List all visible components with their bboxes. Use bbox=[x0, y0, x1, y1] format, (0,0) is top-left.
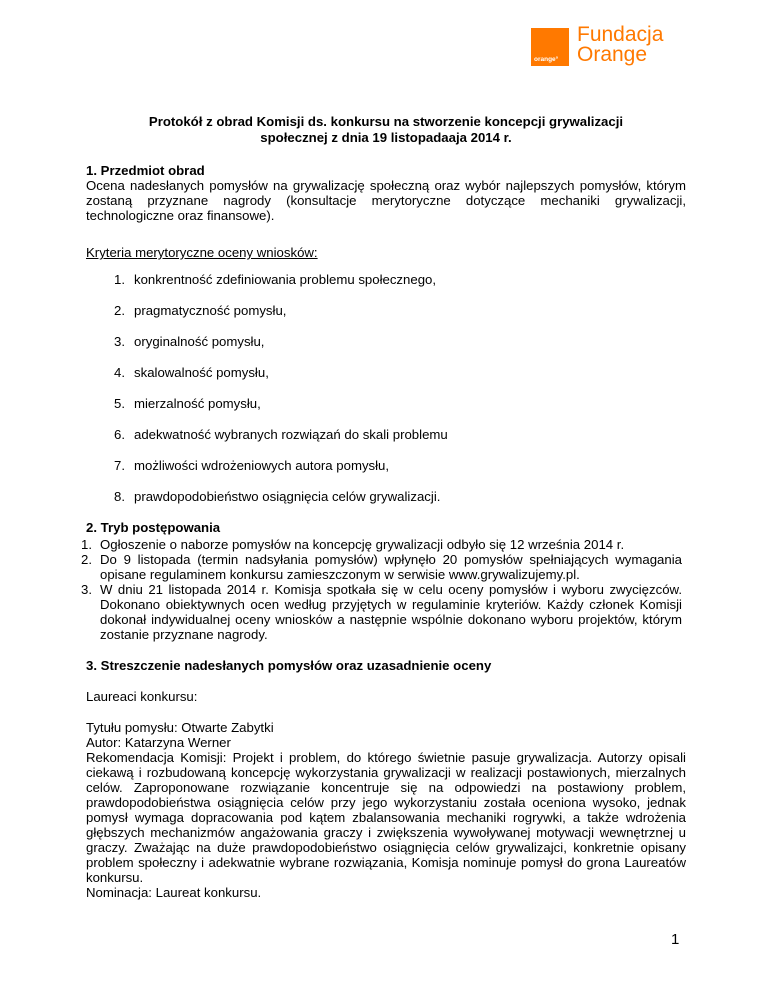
criteria-num: 7. bbox=[114, 458, 125, 473]
logo-wordmark bbox=[577, 25, 663, 66]
procedure-list bbox=[81, 537, 686, 642]
criteria-text: mierzalność pomysłu, bbox=[134, 396, 261, 411]
criteria-text: pragmatyczność pomysłu, bbox=[134, 303, 287, 318]
document-title bbox=[86, 114, 686, 146]
nomination: Nominacja: Laureat konkursu. bbox=[86, 885, 262, 900]
criteria-item bbox=[114, 396, 686, 411]
criteria-item bbox=[114, 458, 686, 473]
criteria-num: 4. bbox=[114, 365, 125, 380]
orange-logo-square bbox=[531, 28, 569, 66]
laureates-label: Laureaci konkursu: bbox=[86, 689, 198, 704]
procedure-text: Ogłoszenie o naborze pomysłów na koncepcję grywalizacji odbyło się 12 września 2014 r. bbox=[100, 537, 625, 552]
criteria-num: 5. bbox=[114, 396, 125, 411]
criteria-num: 2. bbox=[114, 303, 125, 318]
criteria-item bbox=[114, 489, 686, 504]
criteria-text: skalowalność pomysłu, bbox=[134, 365, 269, 380]
procedure-item bbox=[81, 582, 686, 642]
project-author: Autor: Katarzyna Werner bbox=[86, 735, 231, 750]
page-number: 1 bbox=[671, 931, 680, 948]
section-1-text: Ocena nadesłanych pomysłów na grywalizację społeczną oraz wybór najlepszych pomysłów, którym zostaną przyznane nagrody (konsultacje merytoryczne dotyczące mechaniki grywalizacji, technologiczne oraz finansowe). bbox=[86, 178, 686, 223]
criteria-list bbox=[86, 272, 686, 504]
procedure-item bbox=[81, 552, 686, 582]
criteria-num: 1. bbox=[114, 272, 125, 287]
laureate-entry bbox=[86, 720, 686, 900]
criteria-text: możliwości wdrożeniowych autora pomysłu, bbox=[134, 458, 390, 473]
procedure-text: Do 9 listopada (termin nadsyłania pomysłów) wpłynęło 20 pomysłów spełniających wymagania opisane regulaminem konkursu zamieszczonym w serwisie www.grywalizujemy.pl. bbox=[100, 552, 682, 582]
procedure-item bbox=[81, 537, 686, 552]
criteria-item bbox=[114, 365, 686, 380]
logo-line-1: Fundacja bbox=[577, 23, 664, 46]
commission-recommendation: Rekomendacja Komisji: Projekt i problem, do którego świetnie pasuje grywalizacja. Autorzy opisali ciekawą i rozbudowaną koncepcję wykorzystania grywalizacji w realizacji postawionych, mierzalnych celów. Zaproponowane rozwiązanie koncentruje się na odpowiedzi na postawiony problem, prawdopodobieństwa osiągnięcia celów przy jego wykorzystaniu została oceniona wysoko, jednak pomysł wymaga dopracowania pod kątem zbalansowania mechaniki rogrywki, a także wdrożenia głębszych mechanizmów angażowania graczy i zwiększenia wywoływanej motywacji wewnętrznej u graczy. Zważając na duże prawdopodobieństwo osiągnięcia celów grywalizajci, konkretnie opisany problem społeczny i adekwatnie wybrane rozwiązania, Komisja nominuje pomysł do grona Laureatów konkursu. bbox=[86, 750, 686, 885]
criteria-heading: Kryteria merytoryczne oceny wniosków: bbox=[86, 245, 318, 260]
criteria-item bbox=[114, 303, 686, 318]
criteria-num: 3. bbox=[114, 334, 125, 349]
title-line-1: Protokół z obrad Komisji ds. konkursu na stworzenie koncepcji grywalizacji bbox=[148, 114, 624, 129]
section-2-heading: 2. Tryb postępowania bbox=[86, 520, 221, 535]
title-line-2: społecznej z dnia 19 listopadaaja 2014 r. bbox=[260, 130, 512, 145]
procedure-num: 1. bbox=[81, 537, 92, 552]
logo-line-2: Orange bbox=[577, 43, 648, 66]
criteria-num: 8. bbox=[114, 489, 125, 504]
orange-logo-box-text: orange° bbox=[534, 56, 559, 63]
fundacja-orange-logo bbox=[531, 23, 664, 66]
project-title: Tytułu pomysłu: Otwarte Zabytki bbox=[86, 720, 274, 735]
criteria-text: konkrentność zdefiniowania problemu społecznego, bbox=[134, 272, 437, 287]
document-body bbox=[81, 163, 686, 900]
procedure-text: W dniu 21 listopada 2014 r. Komisja spotkała się w celu oceny pomysłów i wyboru zwycięzców. Dokonano obiektywnych ocen według przyjętych w regulaminie kryteriów. Każdy członek Komisji dokonał indywidualnej oceny wniosków a następnie wspólnie dokonano wyboru projektów, którym zostanie przyznane nagrody. bbox=[100, 582, 682, 642]
criteria-item bbox=[114, 334, 686, 349]
criteria-text: prawdopodobieństwo osiągnięcia celów grywalizacji. bbox=[134, 489, 441, 504]
criteria-item bbox=[114, 272, 686, 287]
procedure-num: 3. bbox=[81, 582, 92, 597]
criteria-num: 6. bbox=[114, 427, 125, 442]
section-3-heading: 3. Streszczenie nadesłanych pomysłów oraz uzasadnienie oceny bbox=[86, 658, 492, 673]
criteria-text: oryginalność pomysłu, bbox=[134, 334, 265, 349]
procedure-num: 2. bbox=[81, 552, 92, 567]
section-1-heading: 1. Przedmiot obrad bbox=[86, 163, 205, 178]
criteria-item bbox=[114, 427, 686, 442]
criteria-text: adekwatność wybranych rozwiązań do skali problemu bbox=[134, 427, 448, 442]
